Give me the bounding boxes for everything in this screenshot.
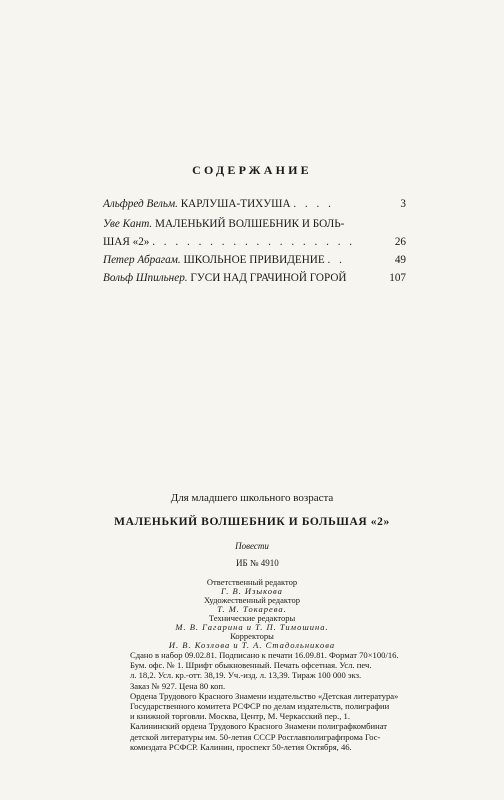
toc-page-number: 49	[394, 254, 406, 266]
imprint-line: Бум. офс. № 1. Шрифт обыкновенный. Печать офсетная. Усл. печ.	[130, 660, 372, 671]
contents-heading: СОДЕРЖАНИЕ	[192, 163, 312, 177]
toc-title: МАЛЕНЬКИЙ ВОЛШЕБНИК И БОЛЬ-	[155, 218, 345, 230]
age-group-note: Для младшего школьного возраста	[170, 492, 334, 504]
toc-entry-continued	[103, 234, 406, 250]
toc-title: ГУСИ НАД ГРАЧИНОЙ ГОРОЙ	[190, 272, 347, 284]
credit-name: Т. М. Токарева.	[217, 604, 287, 614]
credit-role: Корректоры	[230, 631, 274, 641]
toc-title: ШАЯ «2»	[103, 236, 150, 248]
toc-author: Альфред Вельм.	[103, 198, 178, 210]
credit-role: Ответственный редактор	[206, 577, 298, 587]
imprint-line: Заказ № 927. Цена 80 коп.	[130, 680, 226, 691]
ib-number: ИБ № 4910	[236, 558, 279, 568]
toc-title: ШКОЛЬНОЕ ПРИВИДЕНИЕ	[183, 254, 325, 266]
toc-entry	[103, 216, 406, 232]
credit-role: Технические редакторы	[208, 613, 296, 623]
credit-name: М. В. Гагарина и Т. П. Тимошина.	[175, 622, 329, 632]
toc-entry	[103, 196, 406, 212]
imprint-line: Ордена Трудового Красного Знамени издательство «Детская литература»	[130, 690, 399, 701]
imprint-line: л. 18,2. Усл. кр.-отт. 38,19. Уч.-изд. л. 13,39. Тираж 100 000 экз.	[130, 670, 362, 681]
toc-author: Петер Абрагам.	[103, 254, 181, 266]
imprint-line: Калининский ордена Трудового Красного Знамени полиграфкомбинат	[130, 721, 388, 732]
credit-name: Г. В. Изыкова	[221, 586, 283, 596]
toc-leader-dots: . . . . . . . . . . . . . . . . . .	[152, 236, 356, 248]
imprint-block	[130, 650, 420, 752]
imprint-line: Сдано в набор 09.02.81. Подписано к печати 16.09.81. Формат 70×100/16.	[130, 650, 399, 660]
toc-page-number: 26	[394, 236, 406, 248]
toc-author: Вольф Шпильнер.	[103, 272, 188, 284]
toc-leader-dots: . . . .	[293, 198, 334, 210]
toc-page-number: 3	[400, 198, 406, 210]
credit-name: И. В. Козлова и Т. А. Стадольникова	[168, 640, 336, 650]
imprint-line: комиздата РСФСР. Калинин, проспект 50-летия Октября, 46.	[130, 741, 352, 752]
toc-author: Уве Кант.	[103, 218, 153, 230]
imprint-line: Государственного комитета РСФСР по делам издательств, полиграфии	[130, 701, 390, 712]
toc-entry	[103, 252, 406, 268]
toc-page-number: 107	[389, 272, 406, 284]
imprint-line: детской литературы им. 50-летия СССР Росглавполиграфпрома Гос-	[130, 731, 381, 742]
book-title: МАЛЕНЬКИЙ ВОЛШЕБНИК И БОЛЬШАЯ «2»	[114, 516, 390, 528]
toc-leader-dots: . .	[327, 254, 345, 266]
toc-title: КАРЛУША-ТИХУША	[180, 198, 291, 210]
imprint-line: и книжной торговли. Москва, Центр, М. Черкасский пер., 1.	[130, 711, 350, 722]
credit-role: Художественный редактор	[203, 595, 301, 605]
toc-entry	[103, 270, 406, 286]
genre-label: Повести	[235, 541, 269, 551]
